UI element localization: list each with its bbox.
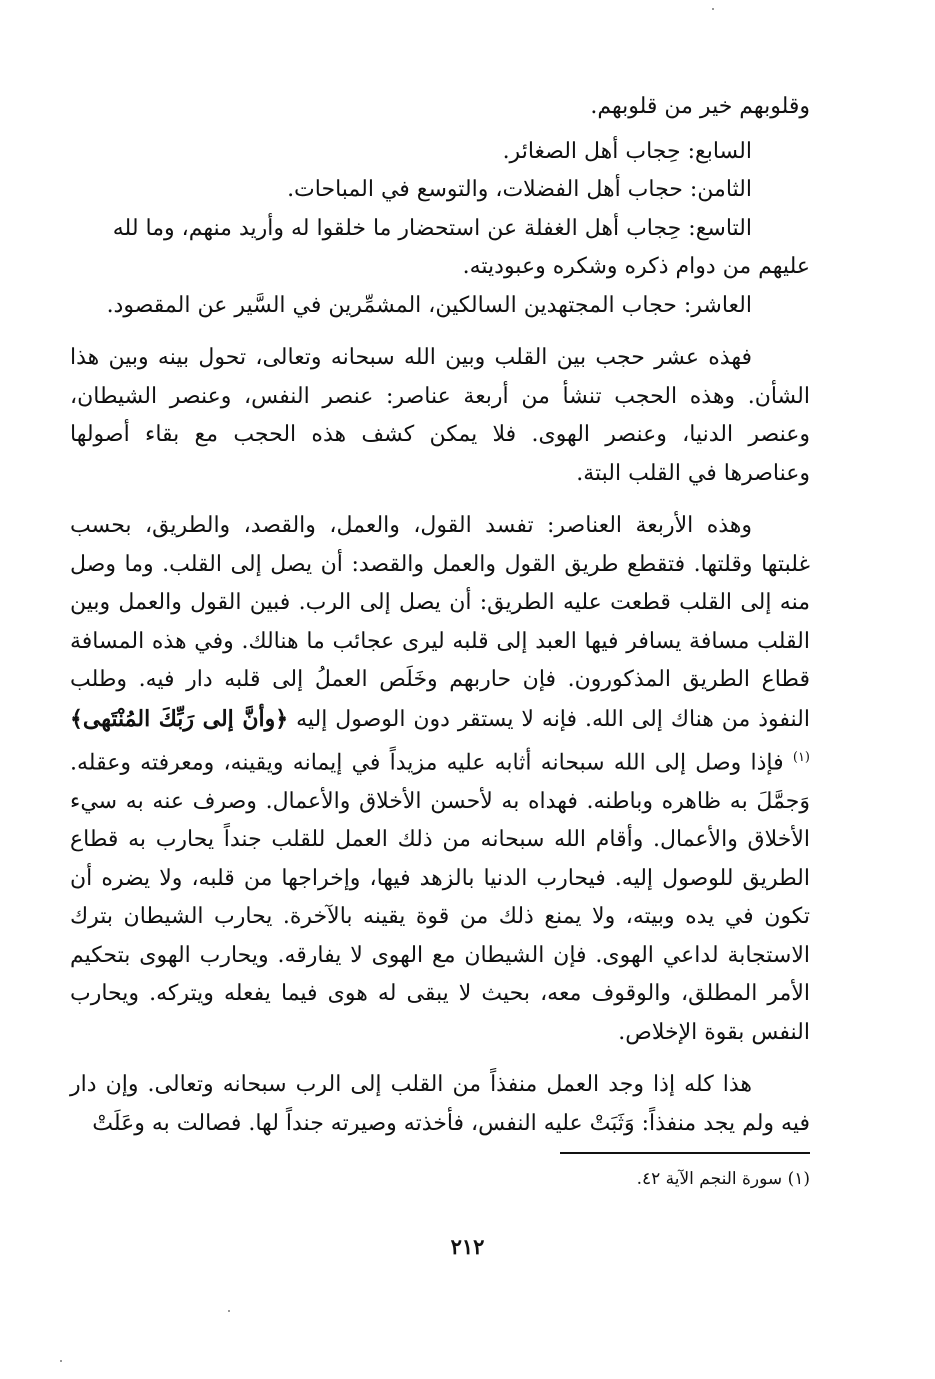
paragraph-gap xyxy=(70,1052,810,1066)
list-item-eighth: الثامن: حجاب أهل الفضلات، والتوسع في المباحات. xyxy=(287,177,752,202)
paragraph-closing: هذا كله إذا وجد العمل منفذاً من القلب إلى الرب سبحانه وتعالى. وإن دار فيه ولم يجد منفذاً: وَثَبَتْ عليه النفس، فأخذته وصيرته جنداً لها. فصالت به وعَلَتْ xyxy=(70,1072,810,1136)
list-item-ninth-continuation: عليهم من دوام ذكره وشكره وعبوديته. xyxy=(462,254,810,279)
list-item-tenth: العاشر: حجاب المجتهدين السالكين، المشمِّرين في السَّير عن المقصود. xyxy=(106,292,752,318)
main-text xyxy=(70,88,810,1143)
quran-verse: ﴿وأنَّ إلى رَبِّكَ المُنْتَهى﴾ xyxy=(70,705,289,732)
scan-speck xyxy=(228,1310,230,1312)
paragraph-gap xyxy=(70,325,810,339)
scan-speck xyxy=(712,8,714,10)
scan-speck xyxy=(60,1360,62,1362)
footnote-separator xyxy=(560,1152,810,1154)
paragraph-four-elements-start: وهذه الأربعة العناصر: تفسد القول، والعمل، والقصد، والطريق، بحسب غلبتها وقلتها. فتقطع طريق القول والعمل والقصد: أن يصل إلى القلب. وما وصل منه إلى القلب قطعت عليه الطريق: أن يصل إلى الرب. فبين القول والعمل وبين القلب مسافة يسافر فيها العبد إلى قلبه ليرى عجائب ما هنالك. وفي هذه المسافة قطاع الطريق المذكورون. فإن حاربهم وخَلَص العملُ إلى قلبه دار فيه. وطلب النفوذ من هناك إلى الله. فإنه لا يستقر دون الوصول إليه xyxy=(70,513,810,732)
paragraph-four-elements-end: فإذا وصل إلى الله سبحانه أثابه عليه مزيداً في إيمانه ويقينه، ومعرفته وعقله. وَجمَّلَ به ظاهره وباطنه. فهداه به لأحسن الأخلاق والأعمال. وصرف عنه به سيء الأخلاق والأعمال. وأقام الله سبحانه من ذلك العمل للقلب جنداً يحارب به قطاع الطريق للوصول إليه. فيحارب الدنيا بالزهد فيها، وإخراجها من قلبه، ولا يضره أن تكون في يده وبيته، ولا يمنع ذلك من قوة يقينه بالآخرة. يحارب الشيطان بترك الاستجابة لداعي الهوى. فإن الشيطان مع الهوى لا يفارقه. ويحارب الهوى بتحكيم الأمر المطلق، والوقوف معه، بحيث لا يبقى له هوى فيما يفعله ويتركه. ويحارب النفس بقوة الإخلاص. xyxy=(70,750,810,1045)
page-number: ٢١٢ xyxy=(450,1234,485,1259)
paragraph-ten-veils: فهذه عشر حجب بين القلب وبين الله سبحانه وتعالى، تحول بينه وبين هذا الشأن. وهذه الحجب تنشأ من أربعة عناصر: عنصر النفس، وعنصر الشيطان، وعنصر الدنيا، وعنصر الهوى. فلا يمكن كشف هذه الحجب مع بقاء أصولها وعناصرها في القلب البتة. xyxy=(70,345,810,486)
list-item-ninth: التاسع: حِجاب أهل الغفلة عن استحضار ما خلقوا له وأريد منهم، وما لله xyxy=(112,215,752,241)
paragraph-four-elements xyxy=(70,507,810,1052)
footnote: (١) سورة النجم الآية ٤٢. xyxy=(636,1169,810,1189)
list-item-seventh: السابع: حِجاب أهل الصغائر. xyxy=(502,138,752,164)
paragraph-gap xyxy=(70,493,810,507)
footnote-reference: (١) xyxy=(792,750,810,765)
text-line-continuation: وقلوبهم خير من قلوبهم. xyxy=(590,94,810,119)
